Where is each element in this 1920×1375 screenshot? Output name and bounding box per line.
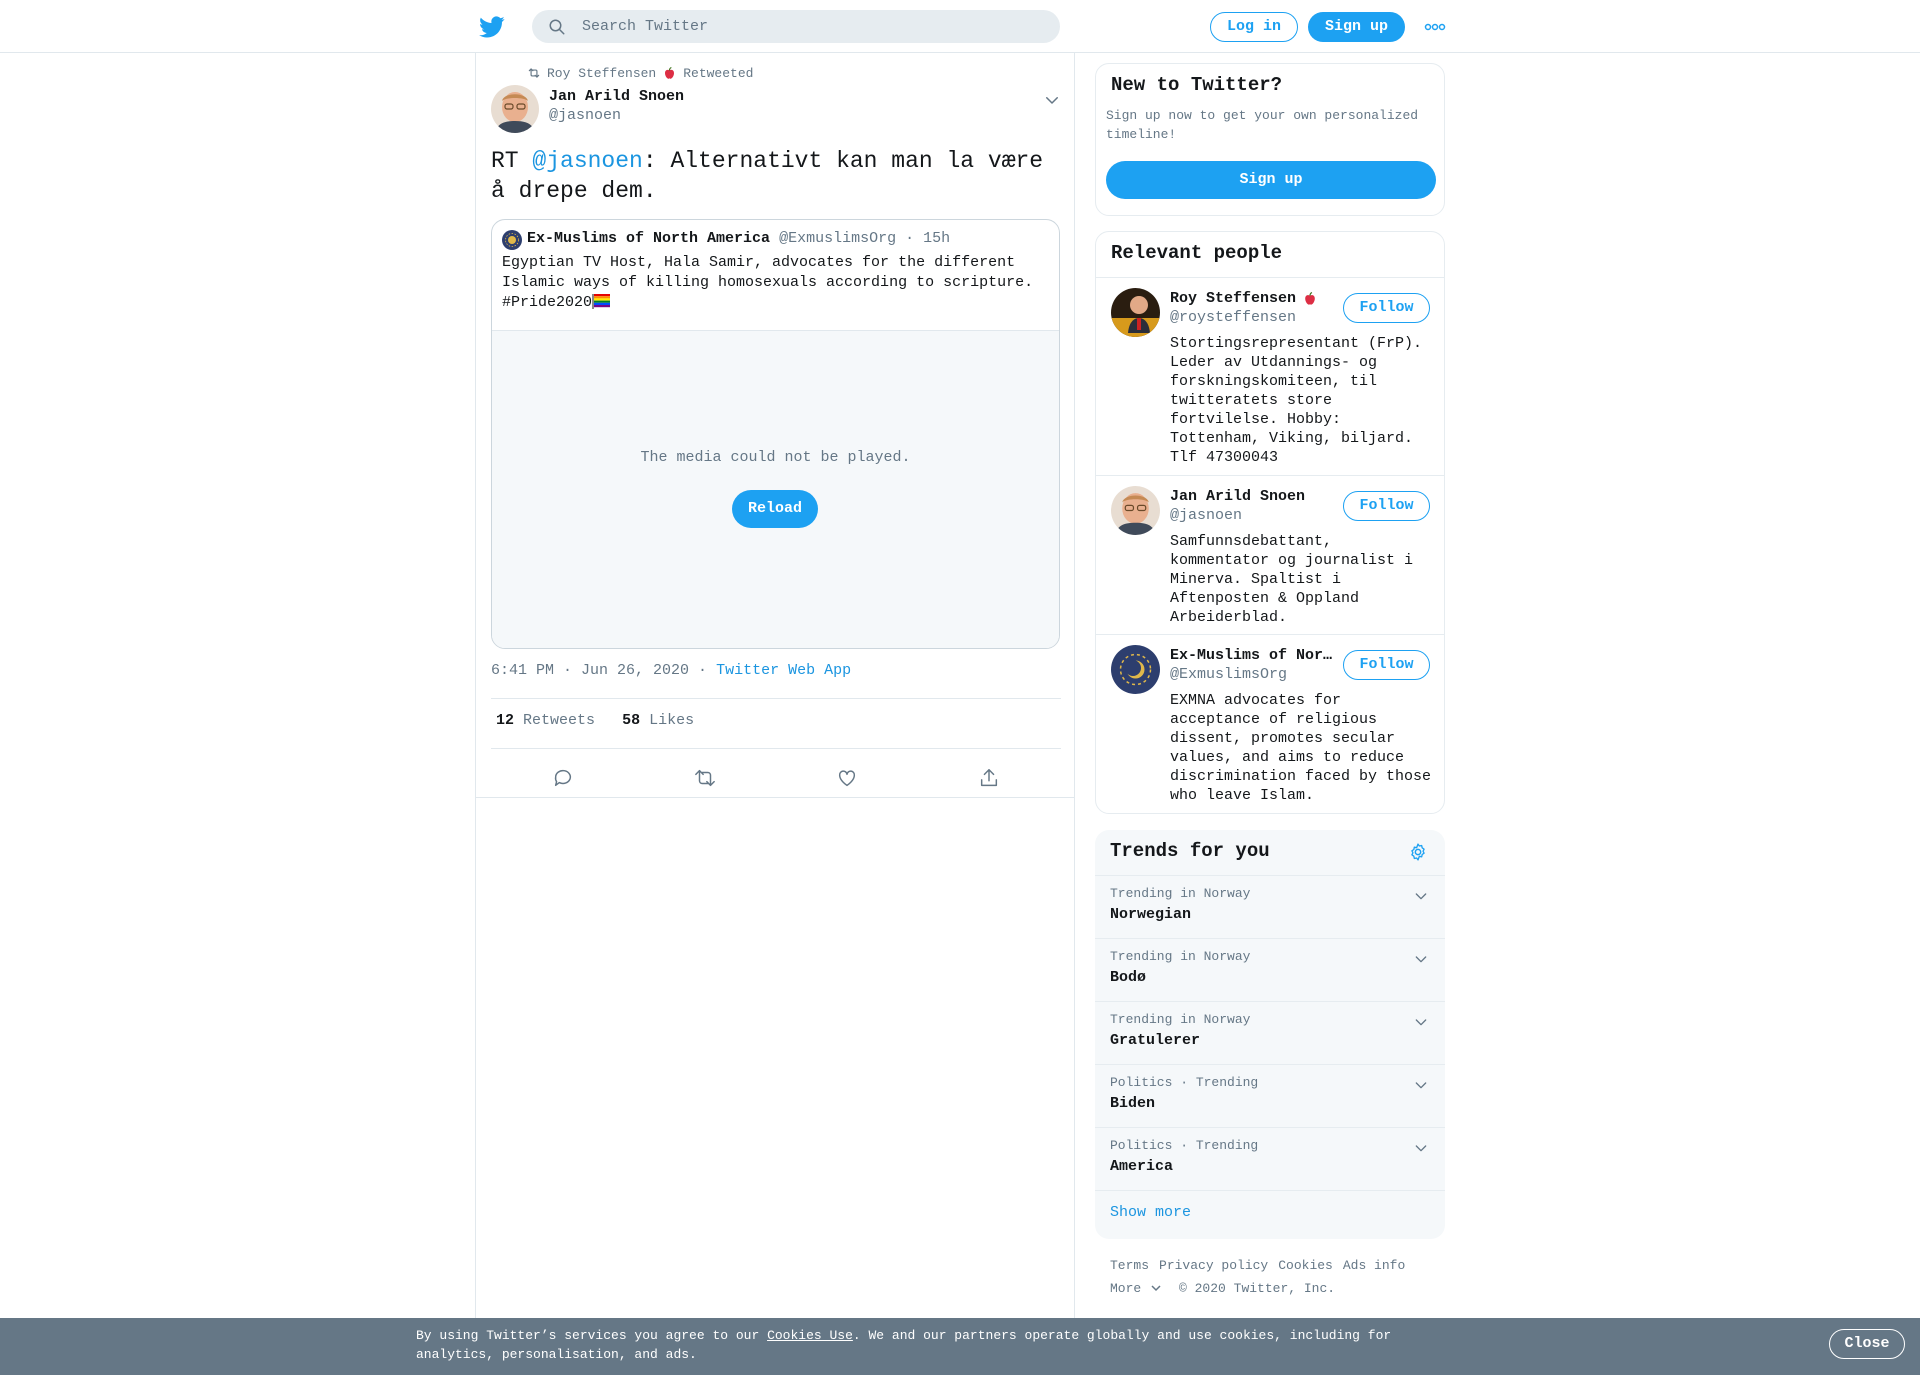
footer-privacy[interactable]: Privacy policy xyxy=(1159,1258,1269,1273)
cookie-text-after: . We and our partners operate globally and use cookies, including for analytics, personalisation, and ads. xyxy=(416,1328,1392,1362)
trend-item[interactable] xyxy=(1095,1001,1445,1064)
tweet-text-body: : Alternativt kan man la være å drepe dem. xyxy=(491,148,1044,204)
trend-name: Bodø xyxy=(1110,969,1147,986)
retweets-label: Retweets xyxy=(523,712,596,729)
tweet-actions xyxy=(491,759,1061,799)
cookie-close-button[interactable]: Close xyxy=(1829,1329,1905,1359)
trend-item[interactable] xyxy=(1095,938,1445,1001)
search-icon xyxy=(548,18,566,36)
chevron-down-icon[interactable] xyxy=(1413,1014,1429,1030)
gear-icon[interactable] xyxy=(1408,842,1428,862)
retweets-stat[interactable] xyxy=(496,712,595,729)
divider xyxy=(476,797,1074,798)
signup-button[interactable]: Sign up xyxy=(1308,12,1405,42)
quote-time: · 15h xyxy=(905,230,951,247)
person-name-text: Roy Steffensen xyxy=(1170,290,1297,307)
trend-item[interactable] xyxy=(1095,1127,1445,1190)
person-bio: Stortingsrepresentant (FrP). Leder av Utdannings- og forskningskomiteen, til twitteratets store fortvilelse. Hobby: Tottenham, Viking, biljard. Tlf 47300043 xyxy=(1170,335,1423,466)
login-button[interactable]: Log in xyxy=(1210,12,1298,42)
person-bio: Samfunnsdebattant, kommentator og journalist i Minerva. Spaltist i Aftenposten & Oppland Arbeiderblad. xyxy=(1170,533,1414,626)
tweet-column xyxy=(475,53,1075,1318)
trend-name: Biden xyxy=(1110,1095,1156,1112)
quote-text xyxy=(502,253,1050,313)
person-handle[interactable]: @roysteffensen xyxy=(1170,309,1297,326)
person-name[interactable]: Jan Arild Snoen xyxy=(1170,488,1306,505)
show-more-link[interactable]: Show more xyxy=(1110,1204,1192,1221)
author-handle[interactable]: @jasnoen xyxy=(549,107,622,124)
more-dots-icon[interactable] xyxy=(1424,19,1446,35)
media-player[interactable] xyxy=(492,330,1059,648)
new-to-twitter-subtitle: Sign up now to get your own personalized timeline! xyxy=(1106,108,1419,142)
like-icon[interactable] xyxy=(836,767,858,789)
likes-stat[interactable] xyxy=(622,712,694,729)
retweet-icon xyxy=(527,66,541,80)
relevant-people-title: Relevant people xyxy=(1111,242,1283,264)
person-name[interactable] xyxy=(1170,290,1318,307)
reply-icon[interactable] xyxy=(552,767,574,789)
footer-more-label: More xyxy=(1110,1281,1142,1296)
apple-icon xyxy=(662,66,677,81)
quote-body: Egyptian TV Host, Hala Samir, advocates for the different Islamic ways of killing homosexuals according to scripture. xyxy=(502,254,1034,291)
trend-item[interactable] xyxy=(1095,875,1445,938)
media-error-message: The media could not be played. xyxy=(640,449,911,466)
trend-name: Norwegian xyxy=(1110,906,1192,923)
trend-name: Gratulerer xyxy=(1110,1032,1201,1049)
person-handle[interactable]: @jasnoen xyxy=(1170,507,1243,524)
trend-context: Politics · Trending xyxy=(1110,1138,1259,1153)
cookie-text-before: By using Twitter’s services you agree to our xyxy=(416,1328,768,1343)
footer-copyright: © 2020 Twitter, Inc. xyxy=(1179,1281,1336,1296)
divider xyxy=(491,698,1061,699)
retweets-count: 12 xyxy=(496,712,515,729)
author-avatar[interactable] xyxy=(491,85,539,133)
search-input[interactable] xyxy=(582,10,1042,43)
follow-button[interactable]: Follow xyxy=(1343,650,1430,680)
tweet-timestamp[interactable]: 6:41 PM · Jun 26, 2020 · xyxy=(491,662,708,679)
avatar[interactable] xyxy=(1111,486,1160,535)
cookie-bar xyxy=(0,1318,1920,1375)
trend-item[interactable] xyxy=(1095,1064,1445,1127)
person-roy-steffensen[interactable] xyxy=(1096,278,1444,475)
trend-context: Trending in Norway xyxy=(1110,949,1251,964)
quote-author-name[interactable]: Ex-Muslims of North America xyxy=(527,230,771,247)
footer-cookies[interactable]: Cookies xyxy=(1278,1258,1333,1273)
reload-button[interactable]: Reload xyxy=(732,490,818,528)
chevron-down-icon[interactable] xyxy=(1413,1077,1429,1093)
cookie-text xyxy=(416,1326,1436,1364)
follow-button[interactable]: Follow xyxy=(1343,293,1430,323)
trends-card xyxy=(1095,830,1445,1239)
person-name[interactable]: Ex-Muslims of Nor… xyxy=(1170,647,1333,664)
footer-more[interactable] xyxy=(1110,1281,1161,1296)
tweet-text-prefix: RT xyxy=(491,148,533,174)
tweet-stats xyxy=(496,712,694,729)
footer-links xyxy=(1110,1254,1440,1300)
trends-title: Trends for you xyxy=(1110,840,1270,862)
footer-terms[interactable]: Terms xyxy=(1110,1258,1150,1273)
new-to-twitter-card xyxy=(1095,63,1445,216)
trend-context: Politics · Trending xyxy=(1110,1075,1259,1090)
trend-context: Trending in Norway xyxy=(1110,1012,1251,1027)
trend-name: America xyxy=(1110,1158,1174,1175)
tweet-source[interactable]: Twitter Web App xyxy=(716,662,852,679)
follow-button[interactable]: Follow xyxy=(1343,491,1430,521)
rainbow-flag-icon xyxy=(592,293,610,309)
tweet-text xyxy=(491,146,1061,206)
twitter-bird-icon[interactable] xyxy=(477,14,507,40)
person-exmuslims[interactable] xyxy=(1096,635,1444,813)
search-box[interactable] xyxy=(532,10,1060,43)
apple-icon xyxy=(1302,291,1318,307)
avatar[interactable] xyxy=(1111,645,1160,694)
quote-header xyxy=(527,230,950,247)
footer-ads[interactable]: Ads info xyxy=(1342,1258,1406,1273)
chevron-down-icon[interactable] xyxy=(1413,1140,1429,1156)
relevant-people-card xyxy=(1095,231,1445,814)
top-bar xyxy=(0,0,1920,53)
quoted-tweet[interactable] xyxy=(491,219,1060,649)
retweeter-name[interactable]: Roy Steffensen xyxy=(547,65,657,81)
author-name[interactable]: Jan Arild Snoen xyxy=(549,88,685,105)
person-jan-arild-snoen[interactable] xyxy=(1096,476,1444,634)
quote-hashtag[interactable]: #Pride2020 xyxy=(502,294,593,311)
retweeted-label: Retweeted xyxy=(683,65,754,81)
divider xyxy=(491,748,1061,749)
chevron-down-icon[interactable] xyxy=(1413,888,1429,904)
tweet-meta xyxy=(491,662,851,679)
person-bio: EXMNA advocates for acceptance of religious dissent, promotes secular values, and aims to reduce discrimination faced by those who leave Islam. xyxy=(1170,692,1432,804)
chevron-down-icon xyxy=(1151,1284,1161,1292)
likes-count: 58 xyxy=(622,712,641,729)
retweet-context xyxy=(527,63,753,83)
quote-author-handle[interactable]: @ExmuslimsOrg xyxy=(779,230,897,247)
sidebar-signup-button[interactable]: Sign up xyxy=(1106,161,1436,199)
new-to-twitter-title: New to Twitter? xyxy=(1111,74,1283,96)
trend-context: Trending in Norway xyxy=(1110,886,1251,901)
person-handle[interactable]: @ExmuslimsOrg xyxy=(1170,666,1288,683)
chevron-down-icon[interactable] xyxy=(1413,951,1429,967)
chevron-down-icon[interactable] xyxy=(1043,91,1061,109)
retweet-icon[interactable] xyxy=(694,767,716,789)
avatar[interactable] xyxy=(1111,288,1160,337)
cookies-use-link[interactable]: Cookies Use xyxy=(767,1328,853,1343)
quote-avatar[interactable] xyxy=(502,230,522,250)
likes-label: Likes xyxy=(649,712,695,729)
share-icon[interactable] xyxy=(978,767,1000,789)
tweet-mention[interactable]: @jasnoen xyxy=(532,148,643,174)
